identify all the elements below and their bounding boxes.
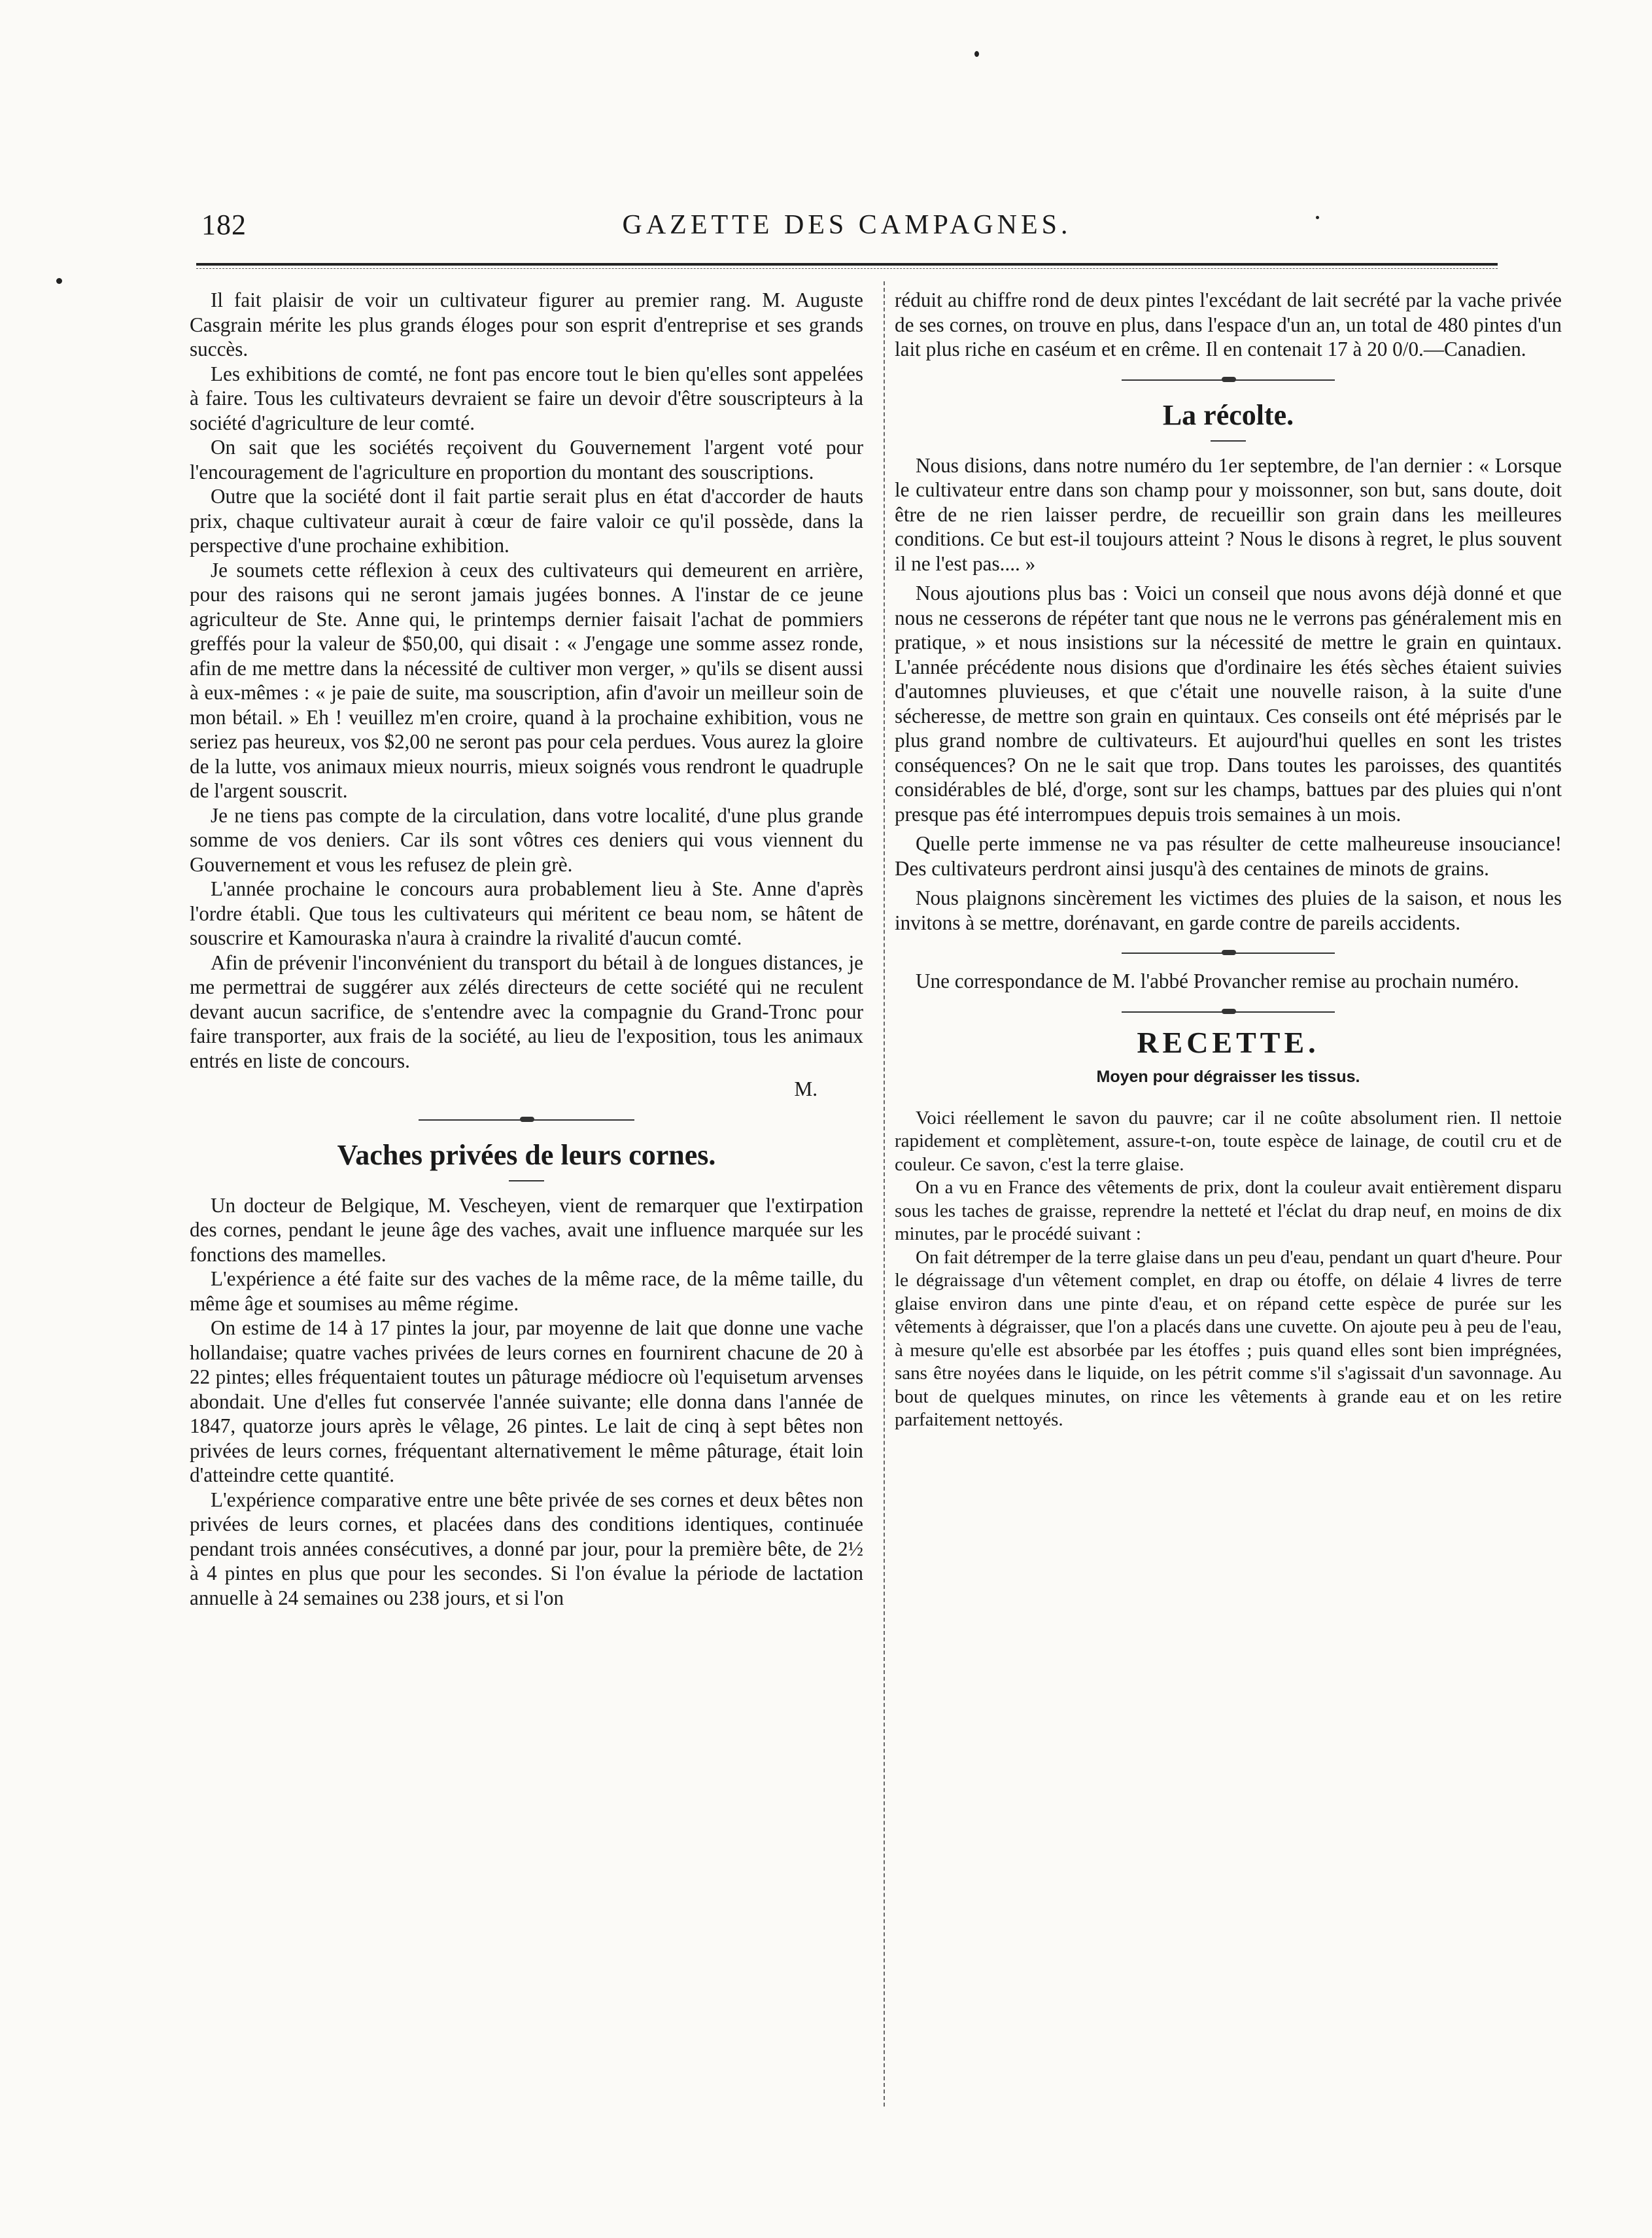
right-column xyxy=(895,288,1562,1432)
notice: Une correspondance de M. l'abbé Provancher remise au prochain numéro. xyxy=(916,970,1519,992)
title-rule xyxy=(509,1180,544,1181)
paragraph: L'expérience comparative entre une bête privée de ses cornes et deux bêtes non privées de leurs cornes, et placées dans des conditions identiques, continuée pendant trois années consécutives, a donné par jour, pour la première bête, de 2½ à 4 pintes en plus que pour les secondes. Si l'on évalue la période de lactation annuelle à 24 semaines ou 238 jours, et si l'on xyxy=(190,1488,863,1609)
paragraph: Afin de prévenir l'inconvénient du transport du bétail à de longues distances, je me permettrai de suggérer aux zélés directeurs de cette société qui ne reculent devant aucun sacrifice, de s'entendre avec la compagnie du Grand-Tronc pour faire transporter, aux frais de la société, au lieu de l'exposition, tous les animaux entrés en liste de concours. xyxy=(190,951,863,1072)
recipe-subtitle: Moyen pour dégraisser les tissus. xyxy=(1096,1068,1360,1086)
paragraph: réduit au chiffre rond de deux pintes l'excédant de lait secrété par la vache privée de ses cornes, on trouve en plus, dans l'espace d'un an, un total de 480 pintes d'un lait plus riche en caséum et en crême. Il en contenait 17 à 20 0/0.—Canadien. xyxy=(895,288,1562,360)
article-title: Vaches privées de leurs cornes. xyxy=(337,1138,716,1171)
paragraph: Les exhibitions de comté, ne font pas encore tout le bien qu'elles sont appelées à faire. Tous les cultivateurs devraient se faire un devoir d'être souscripteurs à la société d'agriculture de leur comté. xyxy=(190,362,863,434)
article-title: La récolte. xyxy=(1162,398,1294,431)
article-exhibitions xyxy=(190,288,863,1102)
article-cows-continued xyxy=(895,288,1562,362)
article-recipe xyxy=(895,1025,1562,1432)
title-rule xyxy=(1211,440,1246,442)
paragraph: On fait détremper de la terre glaise dans un peu d'eau, pendant un quart d'heure. Pour le dégraissage d'un vêtement complet, en drap ou étoffe, on délaie 4 livres de terre glaise environ dans une pinte d'eau, et on répand cette espèce de purée sur les vêtements à dégraisser, que l'on a placés dans une cuvette. On ajoute peu à peu de l'eau, à mesure qu'elle est absorbée par les étoffes ; puis quand elles sont bien imprégnées, sans être noyées dans le liquide, on les pétrit comme s'il s'agissait d'un savonnage. Au bout de quelques minutes, on rince les vêtements à grande eau et on les retire parfaitement nettoyés. xyxy=(895,1246,1562,1430)
section-separator xyxy=(190,1107,863,1133)
section-separator xyxy=(895,940,1562,966)
page-number: 182 xyxy=(201,209,247,241)
header-rule-dashed xyxy=(196,268,1498,269)
column-divider xyxy=(884,281,885,2107)
header-rule xyxy=(196,263,1498,266)
paragraph: On estime de 14 à 17 pintes la jour, par moyenne de lait que donne une vache hollandaise; quatre vaches privées de leurs cornes en fournirent chacune de 20 à 22 pintes; elles fréquentaient toutes un pâturage médiocre où l'equisetum arvenses abondait. Une d'elles fut conservée l'année suivante; elle donna dans l'année de 1847, quatorze jours après le vêlage, 26 pintes. Le lait de cinq à sept bêtes non privées de leurs cornes, fréquentant alternativement le même pâturage, était loin d'atteindre cette quantité. xyxy=(190,1316,863,1486)
article-harvest xyxy=(895,397,1562,935)
paragraph: Nous ajoutions plus bas : Voici un conseil que nous avons déjà donné et que nous ne cesserons de répéter tant que nous ne le verrons pas généralement mis en pratique, » et nous insistions sur la nécessité de mettre le grain en quintaux. L'année précédente nous disions que d'ordinaire les étés sèches étaient suivies d'automnes pluvieuses, et que c'était une nouvelle raison, à la suite d'une sécheresse, de mettre son grain en quintaux. Ces conseils ont été méprisés par le plus grand nombre de cultivateurs. Et aujourd'hui quelles en sont les tristes conséquences? On ne le sait que trop. Dans toutes les paroisses, des quantités considérables de blé, d'orge, sont sur les champs, battues par des pluies qui n'ont presque pas été interrompues depuis trois semaines à un mois. xyxy=(895,582,1562,826)
paragraph: Je soumets cette réflexion à ceux des cultivateurs qui demeurent en arrière, pour des raisons qui ne seront jamais jugées bonnes. A l'instar de ce jeune agriculteur de Ste. Anne qui, le printemps dernier faisait l'achat de pommiers greffés pour la valeur de $50,00, qui disait : « J'engage une somme assez ronde, afin de me mettre dans la nécessité de cultiver mon verger, » qu'ils se disent aussi à eux-mêmes : « je paie de suite, ma souscription, afin d'avoir un meilleur soin de mon bétail. » Eh ! veuillez m'en croire, quand à la prochaine exhibition, vous ne seriez pas heureux, vos $2,00 ne seront pas pour cela perdues. Vous aurez la gloire de la lutte, vos animaux mieux nourris, mieux soignés vous rendront le quadruple de l'argent souscrit. xyxy=(190,558,863,802)
paragraph: Nous disions, dans notre numéro du 1er septembre, de l'an dernier : « Lorsque le cultivateur entre dans son champ pour y moissonner, son but, sans doute, doit être de ne rien laisser perdre, de recueillir son grain dans les meilleures conditions. Ce but est-il toujours atteint ? Nous le disons à regret, le plus souvent il ne l'est pas.... » xyxy=(895,453,1562,575)
paragraph: L'année prochaine le concours aura probablement lieu à Ste. Anne d'après l'ordre établi. Que tous les cultivateurs qui méritent ce beau nom, se hâtent de souscrire et Kamouraska n'aura à craindre la rivalité d'aucun comté. xyxy=(190,877,863,949)
section-separator xyxy=(895,999,1562,1025)
paragraph: L'expérience a été faite sur des vaches de la même race, de la même taille, du même âge et soumises au même régime. xyxy=(190,1267,863,1315)
paragraph: Outre que la société dont il fait partie serait plus en état d'accorder de hauts prix, chaque cultivateur aurait à cœur de faire valoir ce qu'il possède, dans la perspective d'une prochaine exhibition. xyxy=(190,485,863,557)
article-signature: M. xyxy=(794,1077,817,1100)
paragraph: Il fait plaisir de voir un cultivateur figurer au premier rang. M. Auguste Casgrain mérite les plus grands éloges pour son esprit d'entreprise et ses grands succès. xyxy=(190,288,863,360)
left-column xyxy=(190,288,863,1610)
paragraph: Je ne tiens pas compte de la circulation, dans votre localité, d'une plus grande somme de vos deniers. Car ils sont vôtres ces deniers qui vous viennent du Gouvernement et vous les refusez de plein grè. xyxy=(190,803,863,876)
paragraph: Voici réellement le savon du pauvre; car il ne coûte absolument rien. Il nettoie rapidement et complètement, assure-t-on, toute espèce de lainage, de coutil cru et de couleur. Ce savon, c'est la terre glaise. xyxy=(895,1107,1562,1175)
recipe-body xyxy=(895,1107,1562,1432)
paragraph: Quelle perte immense ne va pas résulter de cette malheureuse insouciance! Des cultivateurs perdront ainsi jusqu'à des centaines de minots de grains. xyxy=(895,832,1562,880)
article-cows-without-horns xyxy=(190,1137,863,1611)
paragraph: On a vu en France des vêtements de prix, dont la couleur avait entièrement disparu sous les taches de graisse, reprendre la netteté et l'éclat du drap neuf, en moins de dix minutes, par le procédé suivant : xyxy=(895,1177,1562,1244)
page-header xyxy=(196,208,1498,247)
ink-speck xyxy=(56,278,62,284)
ink-speck xyxy=(974,51,979,57)
paragraph: On sait que les sociétés reçoivent du Gouvernement l'argent voté pour l'encouragement de l'agriculture en proportion du montant des souscriptions. xyxy=(190,436,863,483)
paragraph: Un docteur de Belgique, M. Vescheyen, vient de remarquer que l'extirpation des cornes, pendant le jeune âge des vaches, avait une influence marquée sur les fonctions des mamelles. xyxy=(190,1193,863,1266)
section-separator xyxy=(895,367,1562,393)
recipe-title: RECETTE. xyxy=(1137,1025,1320,1059)
running-title: GAZETTE DES CAMPAGNES. xyxy=(622,210,1072,240)
paragraph: Nous plaignons sincèrement les victimes des pluies de la saison, et nous les invitons à se mettre, dorénavant, en garde contre de pareils accidents. xyxy=(895,886,1562,934)
